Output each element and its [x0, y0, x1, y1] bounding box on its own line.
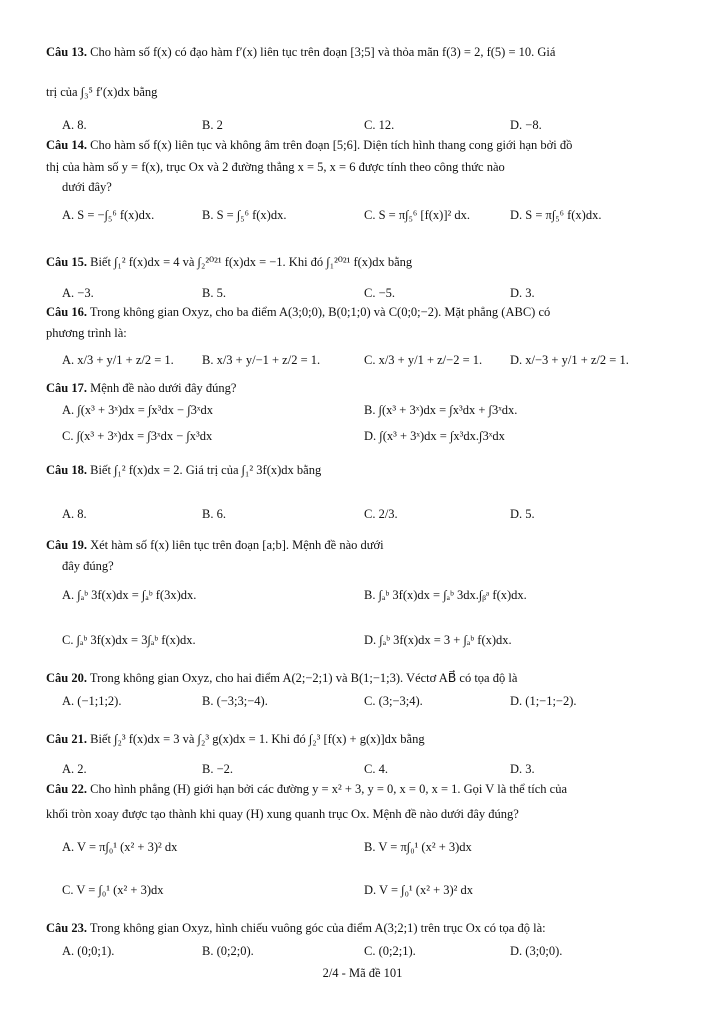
option-c: C. x/3 + y/1 + z/−2 = 1. [364, 353, 483, 367]
option-d: D. V = ∫₀¹ (x² + 3)² dx [364, 883, 474, 897]
question-16 [46, 304, 550, 320]
page-footer: 2/4 - Mã đề 101 [322, 966, 403, 980]
question-label: Câu 16. [46, 305, 87, 319]
option-a: A. (0;0;1). [62, 944, 115, 958]
question-15 [46, 254, 412, 270]
question-text: Trong không gian Oxyz, cho ba điểm A(3;0;0), B(0;1;0) và C(0;0;−2). Mặt phẳng (ABC) có [89, 305, 551, 319]
question-label: Câu 22. [46, 782, 87, 796]
question-21 [46, 731, 425, 747]
question-text: Cho hàm số f(x) có đạo hàm f′(x) liên tục trên đoạn [3;5] và thỏa mãn f(3) = 2, f(5) = 10. Giá [90, 45, 556, 59]
option-d: D. 5. [510, 507, 535, 521]
question-17 [46, 380, 236, 396]
question-label: Câu 18. [46, 463, 87, 477]
option-b: B. 2 [202, 118, 223, 132]
option-a: A. (−1;1;2). [62, 694, 122, 708]
option-b: B. ∫(x³ + 3ˣ)dx = ∫x³dx + ∫3ˣdx. [364, 403, 518, 417]
question-text: Trong không gian Oxyz, hình chiếu vuông góc của điểm A(3;2;1) trên trục Ox có tọa độ là: [89, 921, 546, 935]
question-22 [46, 781, 567, 797]
option-a: A. S = −∫₅⁶ f(x)dx. [62, 208, 155, 222]
option-a: A. −3. [62, 286, 94, 300]
option-c: C. (3;−3;4). [364, 694, 423, 708]
question-text: Biết ∫₁² f(x)dx = 2. Giá trị của ∫₁² 3f(x)dx bằng [90, 463, 322, 477]
option-b: B. (−3;3;−4). [202, 694, 268, 708]
option-d: D. (1;−1;−2). [510, 694, 577, 708]
question-text: dưới đây? [62, 180, 112, 194]
option-d: D. 3. [510, 286, 535, 300]
question-19 [46, 537, 384, 553]
option-a: A. 8. [62, 507, 87, 521]
question-text: khối tròn xoay được tạo thành khi quay (H) xung quanh trục Ox. Mệnh đề nào dưới đây đúng? [46, 807, 519, 821]
option-d: D. 3. [510, 762, 535, 776]
option-c: C. ∫ₐᵇ 3f(x)dx = 3∫ₐᵇ f(x)dx. [62, 633, 196, 647]
question-text: phương trình là: [46, 326, 127, 340]
option-d: D. S = π∫₅⁶ f(x)dx. [510, 208, 602, 222]
option-a: A. ∫(x³ + 3ˣ)dx = ∫x³dx − ∫3ˣdx [62, 403, 213, 417]
option-a: A. ∫ₐᵇ 3f(x)dx = ∫ₐᵇ f(3x)dx. [62, 588, 197, 602]
question-text: Trong không gian Oxyz, cho hai điểm A(2;−2;1) và B(1;−1;3). Véctơ AB⃗ có tọa độ là [89, 671, 518, 685]
question-text: Cho hàm số f(x) liên tục và không âm trên đoạn [5;6]. Diện tích hình thang cong giới hạn bởi đồ [90, 138, 573, 152]
option-b: B. ∫ₐᵇ 3f(x)dx = ∫ₐᵇ 3dx.∫ᵦᵃ f(x)dx. [364, 588, 527, 602]
option-b: B. x/3 + y/−1 + z/2 = 1. [202, 353, 321, 367]
option-c: C. (0;2;1). [364, 944, 416, 958]
question-20 [46, 670, 517, 686]
option-d: D. ∫(x³ + 3ˣ)dx = ∫x³dx.∫3ˣdx [364, 429, 505, 443]
question-label: Câu 23. [46, 921, 87, 935]
question-label: Câu 14. [46, 138, 87, 152]
option-d: D. −8. [510, 118, 542, 132]
question-13 [46, 44, 555, 60]
question-text: Biết ∫₁² f(x)dx = 4 và ∫₂²⁰²¹ f(x)dx = −1. Khi đó ∫₁²⁰²¹ f(x)dx bằng [90, 255, 413, 269]
option-d: D. ∫ₐᵇ 3f(x)dx = 3 + ∫ₐᵇ f(x)dx. [364, 633, 512, 647]
question-text: thị của hàm số y = f(x), trục Ox và 2 đường thẳng x = 5, x = 6 được tính theo công thức nào [46, 160, 505, 174]
question-label: Câu 15. [46, 255, 87, 269]
option-a: A. 2. [62, 762, 87, 776]
question-text: Mệnh đề nào dưới đây đúng? [90, 381, 237, 395]
question-text: Cho hình phẳng (H) giới hạn bởi các đường y = x² + 3, y = 0, x = 0, x = 1. Gọi V là thể tích của [90, 782, 567, 796]
option-c: C. −5. [364, 286, 396, 300]
option-b: B. 6. [202, 507, 226, 521]
option-c: C. S = π∫₅⁶ [f(x)]² dx. [364, 208, 470, 222]
question-14 [46, 137, 572, 153]
option-b: B. V = π∫₀¹ (x² + 3)dx [364, 840, 472, 854]
option-c: C. V = ∫₀¹ (x² + 3)dx [62, 883, 164, 897]
option-d: D. (3;0;0). [510, 944, 563, 958]
question-text: trị của ∫₃⁵ f′(x)dx bằng [46, 85, 158, 99]
option-c: C. ∫(x³ + 3ˣ)dx = ∫3ˣdx − ∫x³dx [62, 429, 213, 443]
option-d: D. x/−3 + y/1 + z/2 = 1. [510, 353, 629, 367]
option-c: C. 4. [364, 762, 388, 776]
question-label: Câu 13. [46, 45, 87, 59]
option-a: A. V = π∫₀¹ (x² + 3)² dx [62, 840, 178, 854]
option-a: A. 8. [62, 118, 87, 132]
question-text: đây đúng? [62, 559, 114, 573]
question-text: Biết ∫₂³ f(x)dx = 3 và ∫₂³ g(x)dx = 1. Khi đó ∫₂³ [f(x) + g(x)]dx bằng [90, 732, 425, 746]
question-label: Câu 20. [46, 671, 87, 685]
question-label: Câu 17. [46, 381, 87, 395]
option-b: B. −2. [202, 762, 234, 776]
question-18 [46, 462, 321, 478]
question-23 [46, 920, 546, 936]
option-b: B. S = ∫₅⁶ f(x)dx. [202, 208, 287, 222]
option-c: C. 12. [364, 118, 395, 132]
option-b: B. 5. [202, 286, 226, 300]
option-a: A. x/3 + y/1 + z/2 = 1. [62, 353, 174, 367]
question-label: Câu 19. [46, 538, 87, 552]
option-c: C. 2/3. [364, 507, 398, 521]
question-label: Câu 21. [46, 732, 87, 746]
question-text: Xét hàm số f(x) liên tục trên đoạn [a;b]. Mệnh đề nào dưới [90, 538, 384, 552]
option-b: B. (0;2;0). [202, 944, 254, 958]
